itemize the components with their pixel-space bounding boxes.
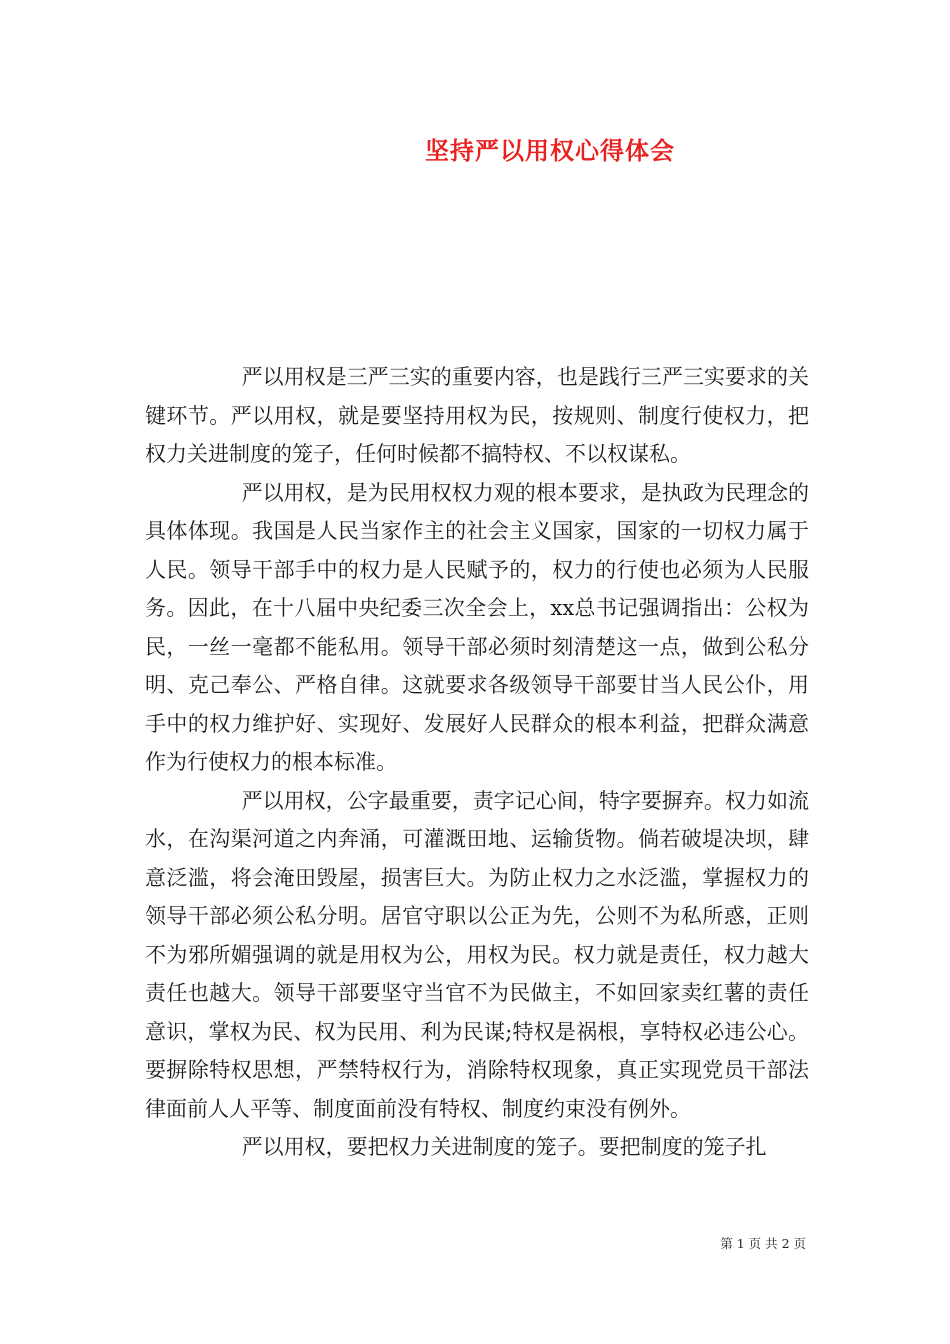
paragraph: 严以用权，要把权力关进制度的笼子。要把制度的笼子扎 <box>241 1135 767 1159</box>
document-title: 坚持严以用权心得体会 <box>425 136 675 165</box>
paragraph: 严以用权，公字最重要，责字记心间，特字要摒弃。权力如流水，在沟渠河道之内奔涌，可灌溉田地、运输货物。倘若破堤决坝，肆意泛滥，将会淹田毁屋，损害巨大。为防止权力之水泛滥，掌握权力的领导干部必须公私分明。居官守职以公正为先，公则不为私所惑，正则不为邪所媚强调的就是用权为公，用权为民。权力就是责任，权力越大责任也越大。领导干部要坚守当官不为民做主，不如回家卖红薯的责任意识，掌权为民、权为民用、利为民谋;特权是祸根，享特权必违公心。要摒除特权思想，严禁特权行为，消除特权现象，真正实现党员干部法律面前人人平等、制度面前没有特权、制度约束没有例外。 <box>145 788 809 1121</box>
paragraph: 严以用权，是为民用权权力观的根本要求，是执政为民理念的具体体现。我国是人民当家作主的社会主义国家，国家的一切权力属于人民。领导干部手中的权力是人民赋予的，权力的行使也必须为人民服务。因此，在十八届中央纪委三次全会上，xx总书记强调指出：公权为民，一丝一毫都不能私用。领导干部必须时刻清楚这一点，做到公私分明、克己奉公、严格自律。这就要求各级领导干部要甘当人民公仆，用手中的权力维护好、实现好、发展好人民群众的根本利益，把群众满意作为行使权力的根本标准。 <box>145 480 809 774</box>
paragraph: 严以用权是三严三实的重要内容，也是践行三严三实要求的关键环节。严以用权，就是要坚持用权为民，按规则、制度行使权力，把权力关进制度的笼子，任何时候都不搞特权、不以权谋私。 <box>145 365 809 466</box>
page-number-footer: 第 1 页 共 2 页 <box>720 1236 806 1251</box>
document-body <box>145 358 809 1167</box>
